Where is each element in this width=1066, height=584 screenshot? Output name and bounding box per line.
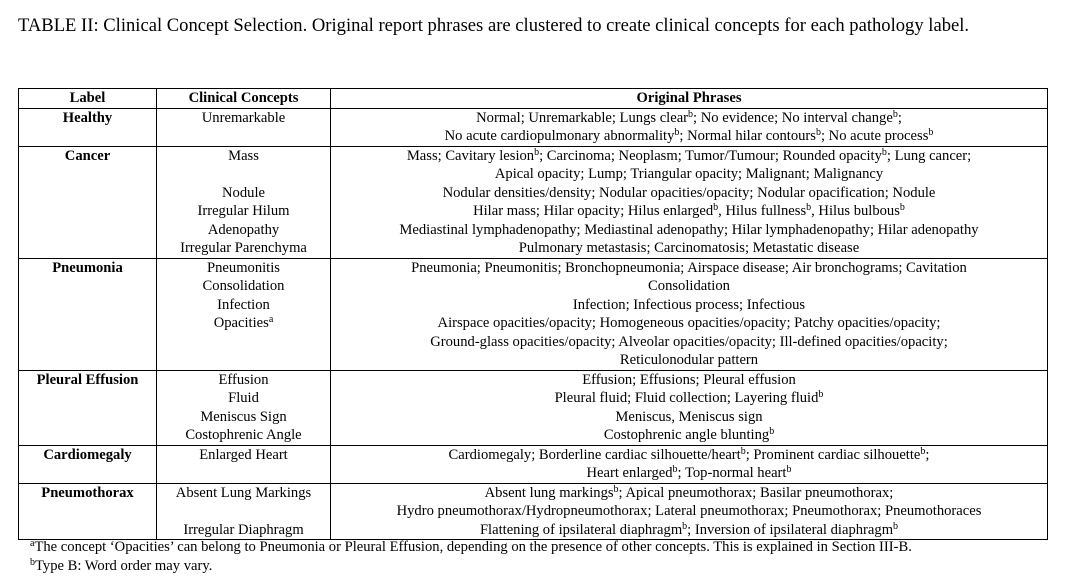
table-row	[19, 184, 1048, 203]
table-row	[19, 483, 1048, 521]
table-body	[19, 108, 1048, 540]
header-label: Label	[19, 89, 157, 109]
label-cell	[19, 184, 157, 203]
table-row	[19, 426, 1048, 445]
footnote-b: $^b$Type B: Word order may vary.	[30, 557, 213, 574]
label-cell: Pneumonia	[19, 258, 157, 277]
label-cell	[19, 314, 157, 370]
phrases-cell: Airspace opacities/opacity; Homogeneous opacities/opacity; Patchy opacities/opacity; Ground-glass opacities/opacity; Alveolar opacities/opacity; Ill-defined opacities/opacity; Reticulonodular pattern	[331, 314, 1048, 370]
label-cell: Cancer	[19, 146, 157, 184]
phrases-cell: Infection; Infectious process; Infectious	[331, 296, 1048, 315]
table-caption: TABLE II: Clinical Concept Selection. Original report phrases are clustered to create clinical concepts for each pathology label.	[18, 15, 970, 36]
phrases-cell: Pleural fluid; Fluid collection; Layering fluid$^b$	[331, 389, 1048, 408]
concept-cell: Nodule	[157, 184, 331, 203]
table-row	[19, 202, 1048, 221]
label-cell	[19, 426, 157, 445]
table-row	[19, 314, 1048, 370]
concept-cell: Absent Lung Markings	[157, 483, 331, 521]
concept-cell: Enlarged Heart	[157, 445, 331, 483]
concept-cell: Effusion	[157, 370, 331, 389]
label-cell	[19, 277, 157, 296]
phrases-cell: Hilar mass; Hilar opacity; Hilus enlarged$^b$, Hilus fullness$^b$, Hilus bulbous$^b$	[331, 202, 1048, 221]
label-cell: Healthy	[19, 108, 157, 146]
phrases-cell: Consolidation	[331, 277, 1048, 296]
table-row	[19, 277, 1048, 296]
concept-cell: Meniscus Sign	[157, 408, 331, 427]
table-row	[19, 221, 1048, 240]
table-row	[19, 389, 1048, 408]
phrases-cell: Costophrenic angle blunting$^b$	[331, 426, 1048, 445]
table-row	[19, 239, 1048, 258]
concept-cell: Mass	[157, 146, 331, 184]
table-row	[19, 408, 1048, 427]
phrases-cell: Meniscus, Meniscus sign	[331, 408, 1048, 427]
label-cell: Cardiomegaly	[19, 445, 157, 483]
phrases-cell: Effusion; Effusions; Pleural effusion	[331, 370, 1048, 389]
phrases-cell: Normal; Unremarkable; Lungs clear$^b$; No evidence; No interval change$^b$; No acute cardiopulmonary abnormality$^b$; Normal hilar contours$^b$; No acute process$^b$	[331, 108, 1048, 146]
concept-cell: Infection	[157, 296, 331, 315]
concept-cell: Adenopathy	[157, 221, 331, 240]
concept-cell: Fluid	[157, 389, 331, 408]
table-row	[19, 521, 1048, 540]
label-cell	[19, 202, 157, 221]
table-row	[19, 370, 1048, 389]
label-cell	[19, 239, 157, 258]
table-row	[19, 146, 1048, 184]
concept-cell: Opacities$^a$	[157, 314, 331, 370]
table-row	[19, 445, 1048, 483]
table-row	[19, 296, 1048, 315]
phrases-cell: Pulmonary metastasis; Carcinomatosis; Metastatic disease	[331, 239, 1048, 258]
footnote-a: $^a$The concept ‘Opacities’ can belong to Pneumonia or Pleural Effusion, depending on the presence of other concepts. This is explained in Section III-B.	[30, 538, 912, 555]
header-original-phrases: Original Phrases	[331, 89, 1048, 109]
concept-cell: Unremarkable	[157, 108, 331, 146]
label-cell: Pneumothorax	[19, 483, 157, 521]
table-row	[19, 108, 1048, 146]
phrases-cell: Pneumonia; Pneumonitis; Bronchopneumonia; Airspace disease; Air bronchograms; Cavitation	[331, 258, 1048, 277]
label-cell	[19, 389, 157, 408]
phrases-cell: Flattening of ipsilateral diaphragm$^b$; Inversion of ipsilateral diaphragm$^b$	[331, 521, 1048, 540]
phrases-cell: Mass; Cavitary lesion$^b$; Carcinoma; Neoplasm; Tumor/Tumour; Rounded opacity$^b$; Lung cancer; Apical opacity; Lump; Triangular opacity; Malignant; Malignancy	[331, 146, 1048, 184]
concept-cell: Pneumonitis	[157, 258, 331, 277]
phrases-cell: Nodular densities/density; Nodular opacities/opacity; Nodular opacification; Nodule	[331, 184, 1048, 203]
table-header-row	[19, 89, 1048, 109]
concept-cell: Irregular Hilum	[157, 202, 331, 221]
phrases-cell: Cardiomegaly; Borderline cardiac silhouette/heart$^b$; Prominent cardiac silhouette$^b$; Heart enlarged$^b$; Top-normal heart$^b$	[331, 445, 1048, 483]
table-row	[19, 258, 1048, 277]
clinical-concept-table	[18, 88, 1048, 540]
header-clinical-concepts: Clinical Concepts	[157, 89, 331, 109]
label-cell	[19, 221, 157, 240]
label-cell	[19, 296, 157, 315]
phrases-cell: Mediastinal lymphadenopathy; Mediastinal adenopathy; Hilar lymphadenopathy; Hilar adenopathy	[331, 221, 1048, 240]
concept-cell: Costophrenic Angle	[157, 426, 331, 445]
label-cell	[19, 521, 157, 540]
phrases-cell: Absent lung markings$^b$; Apical pneumothorax; Basilar pneumothorax; Hydro pneumothorax/Hydropneumothorax; Lateral pneumothorax; Pneumothorax; Pneumothoraces	[331, 483, 1048, 521]
concept-cell: Irregular Parenchyma	[157, 239, 331, 258]
label-cell: Pleural Effusion	[19, 370, 157, 389]
label-cell	[19, 408, 157, 427]
concept-cell: Consolidation	[157, 277, 331, 296]
concept-cell: Irregular Diaphragm	[157, 521, 331, 540]
